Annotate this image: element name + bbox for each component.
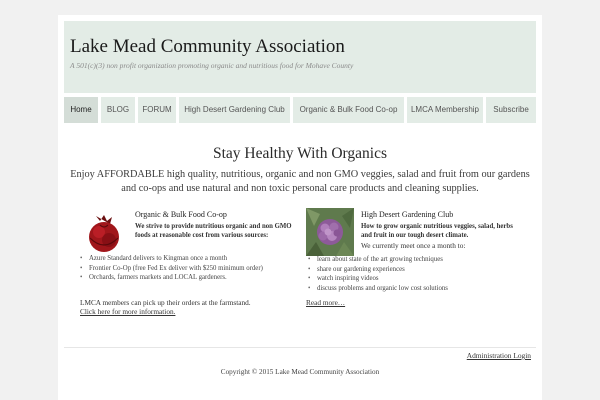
nav-item-blog[interactable]: BLOG [101,97,135,123]
coop-note: LMCA members can pick up their orders at the farmstand. [80,298,251,307]
pomegranate-icon[interactable] [80,208,128,256]
coop-heading: Organic & Bulk Food Co-op [135,210,227,219]
nav-item-home[interactable]: Home [64,97,98,123]
page-heading: Stay Healthy With Organics [212,145,387,162]
main-nav [64,97,536,123]
list-item: • Orchards, farmers markets and LOCAL gardeners. [80,273,295,283]
coop-list [80,254,295,283]
gardening-club-read-more-link[interactable]: Read more… [306,298,346,307]
site-tagline: A 501(c)(3) non profit organization promoting organic and nutritious food for Mohave County [70,61,354,70]
nav-item-lmca-membership[interactable]: LMCA Membership [407,97,483,123]
list-item: • watch inspiring videos [308,274,528,284]
list-item: • Frontier Co-Op (free Fed Ex deliver with $250 minimum order) [80,264,295,274]
gardening-club-intro-text: How to grow organic nutritious veggies, salad, herbs and fruit in our tough desert climate. [361,223,513,240]
page-container [58,15,542,400]
gardening-club-meeting: We currently meet once a month to: [361,241,466,250]
list-item: • learn about state of the art growing techniques [308,255,528,265]
list-item: • discuss problems and organic low cost solutions [308,284,528,294]
site-title[interactable]: Lake Mead Community Association [70,36,345,57]
list-item: • Azure Standard delivers to Kingman once a month [80,254,295,264]
copyright-text: Copyright © 2015 Lake Mead Community Association [220,368,380,376]
purple-cauliflower-icon[interactable] [306,208,354,256]
nav-item-organic-bulk-food-coop[interactable]: Organic & Bulk Food Co-op [293,97,404,123]
gardening-club-list [308,255,528,293]
gardening-club-intro [361,222,521,241]
footer-divider [64,347,536,348]
coop-intro-text: We strive to provide nutritious organic and non GMO foods at reasonable cost from various sources: [135,223,292,240]
admin-login-link[interactable]: Administration Login [466,351,531,360]
nav-item-forum[interactable]: FORUM [138,97,176,123]
site-header [64,21,536,93]
nav-item-high-desert-gardening-club[interactable]: High Desert Gardening Club [179,97,290,123]
intro-text: Enjoy AFFORDABLE high quality, nutritious, organic and non GMO veggies, salad and fruit from our gardens and co-ops and use natural and non toxic personal care products and cleaning supplies. [70,169,530,194]
coop-intro [135,222,295,241]
coop-more-link[interactable]: Click here for more information. [80,307,176,316]
list-item: • share our gardening experiences [308,265,528,275]
gardening-club-heading: High Desert Gardening Club [361,210,454,219]
nav-item-subscribe[interactable]: Subscribe [486,97,536,123]
